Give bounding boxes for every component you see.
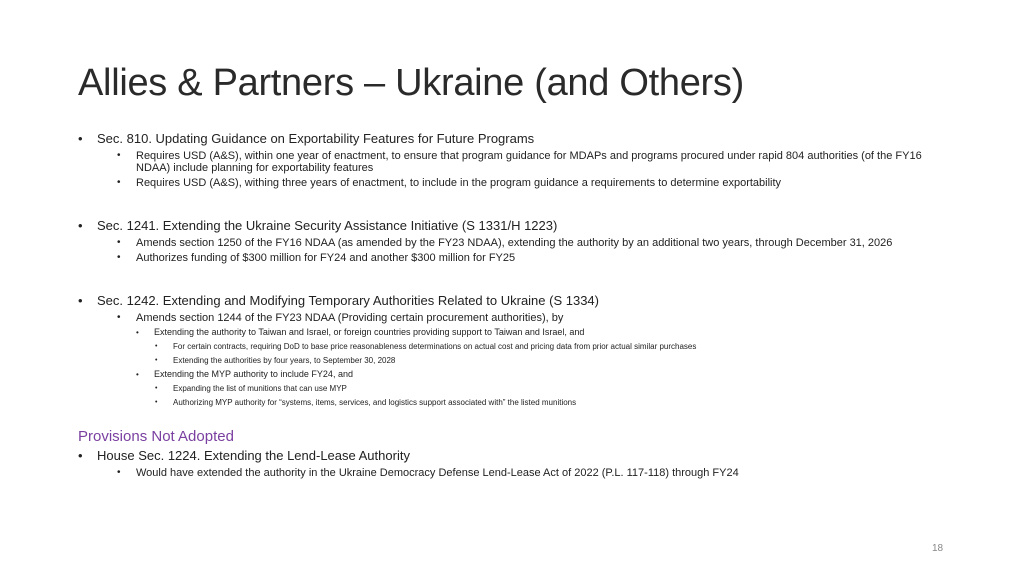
section-heading: • Sec. 1241. Extending the Ukraine Security Assistance Initiative (S 1331/H 1223)	[78, 217, 938, 234]
list-item: • Would have extended the authority in the Ukraine Democracy Defense Lend-Lease Act of 2022 (P.L. 117-118) through FY24	[117, 467, 938, 479]
slide-content	[78, 130, 938, 479]
list-item: • Expanding the list of munitions that can use MYP	[155, 384, 938, 394]
section-heading: • Sec. 810. Updating Guidance on Exportability Features for Future Programs	[78, 130, 938, 147]
list-item: • Amends section 1250 of the FY16 NDAA (as amended by the FY23 NDAA), extending the authority by an additional two years, through December 31, 2026	[117, 237, 938, 249]
list-item: • Authorizing MYP authority for “systems, items, services, and logistics support associated with” the listed munitions	[155, 398, 938, 408]
section-heading: • Sec. 1242. Extending and Modifying Temporary Authorities Related to Ukraine (S 1334)	[78, 292, 938, 309]
list-item: • Extending the authorities by four years, to September 30, 2028	[155, 356, 938, 366]
section-heading: • House Sec. 1224. Extending the Lend-Lease Authority	[78, 447, 938, 464]
list-item: • For certain contracts, requiring DoD to base price reasonableness determinations on actual cost and pricing data from prior actual similar purchases	[155, 342, 938, 352]
list-item: • Requires USD (A&S), withing three years of enactment, to include in the program guidance a requirements to determine exportability	[117, 177, 938, 189]
list-item: • Extending the MYP authority to include FY24, and	[136, 369, 938, 380]
section-1242	[78, 292, 938, 408]
list-item: • Authorizes funding of $300 million for FY24 and another $300 million for FY25	[117, 252, 938, 264]
section-1241	[78, 217, 938, 264]
page-number: 18	[932, 543, 944, 554]
not-adopted-list	[78, 447, 938, 479]
list-item: • Amends section 1244 of the FY23 NDAA (Providing certain procurement authorities), by	[117, 312, 938, 324]
slide-title: Allies & Partners – Ukraine (and Others)	[78, 62, 744, 104]
list-item: • Requires USD (A&S), within one year of enactment, to ensure that program guidance for MDAPs and programs procured under rapid 804 authorities (of the FY16 NDAA) include planning for exportability features	[117, 150, 938, 174]
list-item: • Extending the authority to Taiwan and Israel, or foreign countries providing support to Taiwan and Israel, and	[136, 327, 938, 338]
not-adopted-heading: Provisions Not Adopted	[78, 428, 234, 445]
section-810	[78, 130, 938, 189]
